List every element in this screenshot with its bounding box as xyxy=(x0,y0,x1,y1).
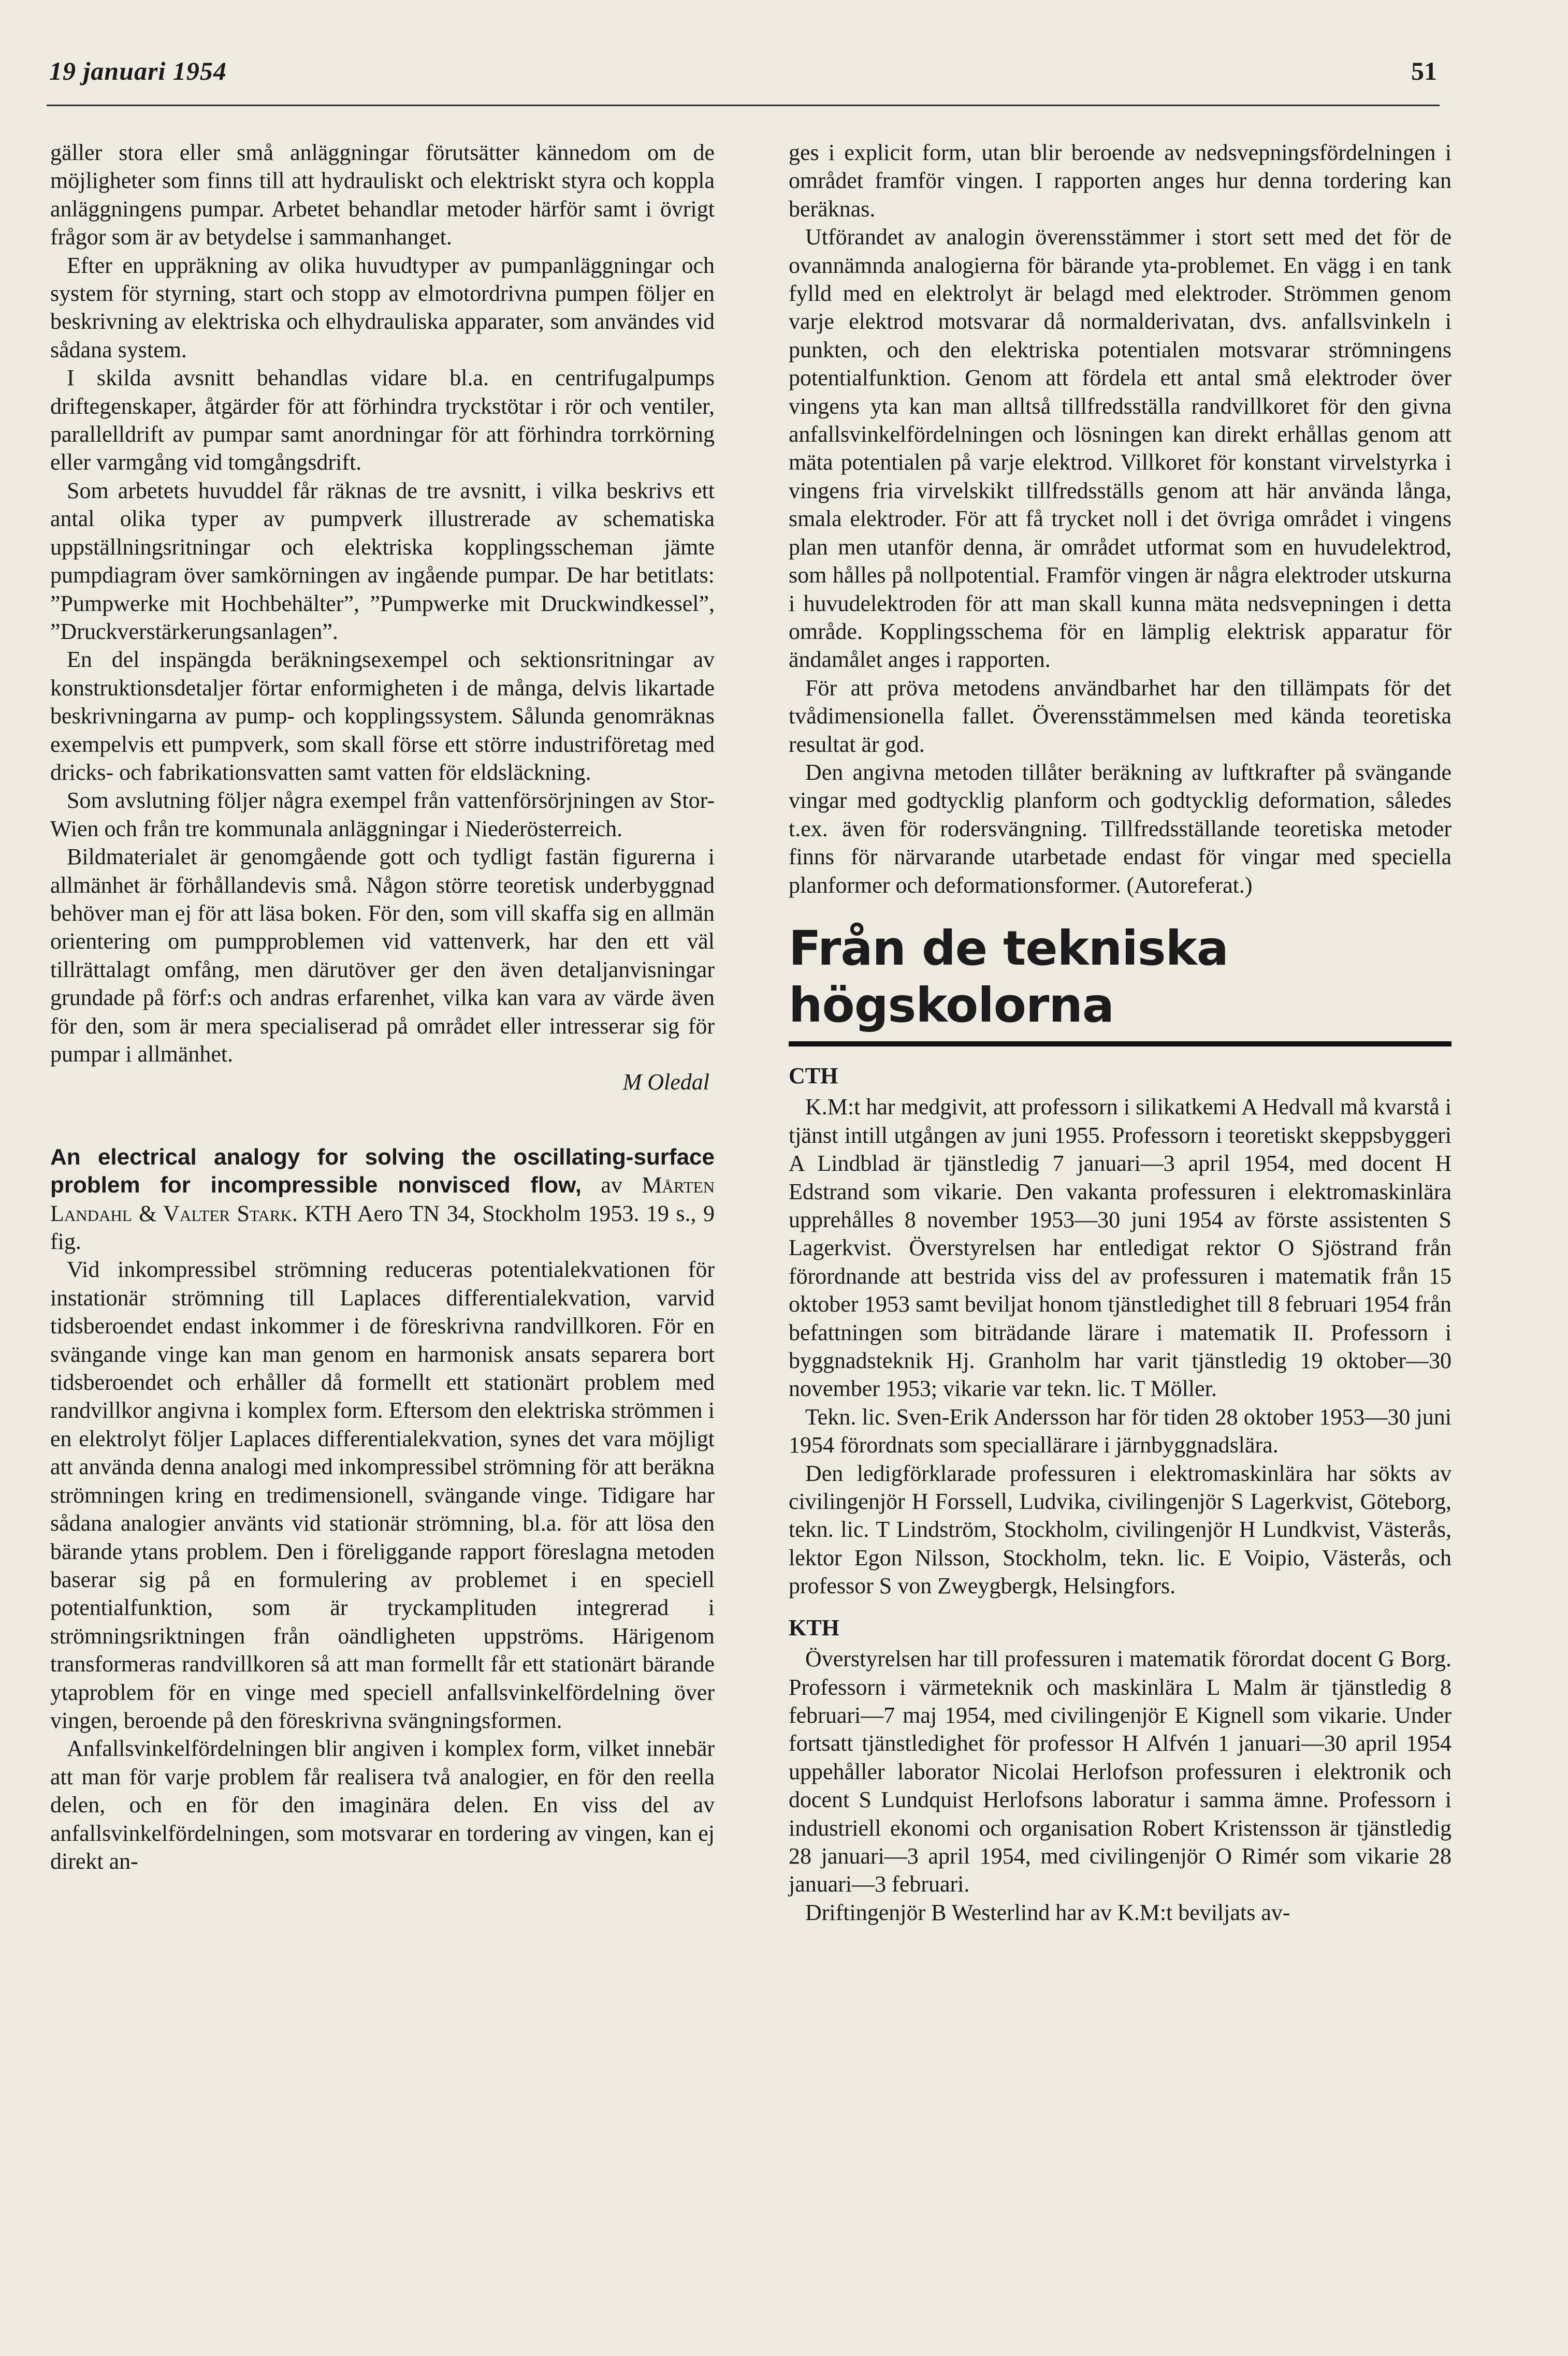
paragraph: Den ledigförklarade professuren i elektromaskinlära har sökts av civilingenjör H Forssell, Ludvika, civilingenjör S Lagerkvist, Göteborg, tekn. lic. T Lindström, Stockholm, civilingenjör H Lundkvist, Västerås, lektor Egon Nilsson, Stockholm, tekn. lic. E Voipio, Västerås, och professor S von Zweygbergk, Helsingfors. xyxy=(789,1460,1451,1599)
cth-heading: CTH xyxy=(789,1063,838,1088)
paragraph: Vid inkompressibel strömning reduceras potentialekvationen för instationär strömning till Laplaces differentialekvation, varvid tidsberoendet endast inkommer i de föreskrivna randvillkoren. För en svängande vinge kan man genom en harmonisk ansats separera bort tidsberoendet och erhåller då formellt ett stationärt problem med randvillkor angivna i komplex form. Eftersom den elektriska strömmen i en elektrolyt följer Laplaces differentialekvation, synes det vara möjligt att använda denna analogi med inkompressibel strömning för att beräkna strömningen kring en tredimensionell, svängande vinge. Tidigare har sådana analogier använts vid stationär strömning, bl.a. för att lösa den bärande ytans problem. Den i föreliggande rapport föreslagna metoden baserar sig på en formulering av problemet i en speciell potentialfunktion, som är tryckamplituden integrerad i strömningsriktningen från oändligheten uppströms. Härigenom transformeras randvillkoren så att man formellt får ett stationärt bärande ytaproblem för en vinge med speciell anfallsvinkelfördelning över vingen, beroende på den föreskrivna svängningsformen. xyxy=(50,1257,715,1733)
review-source: KTH Aero TN 34, Stockholm 1953. 19 s., 9 fig. xyxy=(50,1200,715,1255)
paragraph: Driftingenjör B Westerlind har av K.M:t beviljats av- xyxy=(805,1899,1290,1925)
header-rule xyxy=(47,105,1440,106)
paragraph: Utförandet av analogin överensstämmer i stort sett med det för de ovannämnda analogierna för bärande yta-problemet. En vägg i en tank fylld med en elektrolyt är belagd med elektroder. Strömmen genom varje elektrod motsvarar då normalderivatan, dvs. anfallsvinkeln i punkten, och den elektriska potentialen motsvarar strömningens potentialfunktion. Genom att fördela ett antal små elektroder över vingens yta kan man alltså tillfredsställa randvillkoret för den givna anfallsvinkelfördelningen och lösningen kan direkt erhållas genom att mäta potentialen på varje elektrod. Villkoret för konstant virvelstyrka i vingens fria virvelskikt tillfredsställs genom att här använda långa, smala elektroder. För att få trycket noll i det övriga området i vingens plan men utanför denna, är området utformat som en huvudelektrod, som hålles på nollpotential. Framför vingen är några elektroder utskurna i huvudelektroden för att man skall kunna mäta nedsvepningen i detta område. Kopplingsschema för en lämplig elektrisk apparatur för ändamålet anges i rapporten. xyxy=(789,224,1451,673)
review-citation xyxy=(50,1143,715,1256)
paragraph: Efter en uppräkning av olika huvudtyper av pumpanläggningar och system för styrning, start och stopp av elmotordrivna pumpen följer en beskrivning av elektriska och elhydrauliska apparater, som användes vid sådana system. xyxy=(50,252,715,362)
page-number: 51 xyxy=(1411,56,1437,85)
paragraph: En del inspängda beräkningsexempel och sektionsritningar av konstruktionsdetaljer förtar enformigheten i de många, delvis likartade beskrivningarna av pump- och kopplingssystem. Sålunda genomräknas exempelvis ett pumpverk, som skall förse ett större industriföretag med dricks- och fabrikationsvatten samt vatten för eldsläckning. xyxy=(50,647,715,785)
paragraph: Bildmaterialet är genomgående gott och tydligt fastän figurerna i allmänhet är förhållandevis små. Någon större teoretisk underbyggnad behöver man ej för att läsa boken. För den, som vill skaffa sig en allmän orientering om pumpproblemen vid vattenverk, har den ett väl tillrättalagt omfång, men därutöver ger den även detaljanvisningar grundade på förf:s och andras erfarenhet, vilka kan vara av värde även för den, som är mera specialiserad på området eller intresserar sig för pumpar i allmänhet. xyxy=(50,844,715,1067)
review-authors: Mårten Landahl & Valter Stark. xyxy=(50,1172,715,1226)
paragraph: Anfallsvinkelfördelningen blir angiven i komplex form, vilket innebär att man för varje problem får realisera två analogier, en för den reella delen, och en för den imaginära delen. En viss del av anfallsvinkelfördelningen, som motsvarar en tordering av vingen, kan ej direkt an- xyxy=(50,1736,715,1874)
paragraph: Tekn. lic. Sven-Erik Andersson har för tiden 28 oktober 1953—30 juni 1954 förordnats som speciallärare i järnbyggnadslära. xyxy=(789,1404,1451,1458)
paragraph: K.M:t har medgivit, att professorn i silikatkemi A Hedvall må kvarstå i tjänst intill utgången av juni 1955. Professorn i teoretiskt skeppsbyggeri A Lindblad är tjänstledig 7 januari—3 april 1954, med docent H Edstrand som vikarie. Den vakanta professuren i elektromaskinlära upprehålles 8 november 1953—30 juni 1954 av förste assistenten S Lagerkvist. Överstyrelsen har entledigat rektor O Sjöstrand från förordnande att bestrida viss del av professuren i matematik från 15 oktober 1953 samt beviljat honom tjänstledighet till 8 februari 1954 från befattningen som biträdande lärare i matematik II. Professorn i byggnadsteknik Hj. Granholm har varit tjänstledig 19 oktober—30 november 1953; vikarie var tekn. lic. T Möller. xyxy=(789,1094,1451,1402)
paragraph: I skilda avsnitt behandlas vidare bl.a. en centrifugalpumps driftegenskaper, åtgärder för att förhindra tryckstötar i rör och ventiler, parallelldrift av pumpar samt anordningar för att förhindra torrkörning eller varmgång vid tomgångsdrift. xyxy=(50,365,715,475)
paragraph: Som arbetets huvuddel får räknas de tre avsnitt, i vilka beskrivs ett antal olika typer av pumpverk illustrerade av schematiska uppställningsritningar och elektriska kopplingsscheman jämte pumpdiagram över samkörningen av ingående pumpar. De har betitlats: ”Pumpwerke mit Hochbehälter”, ”Pumpwerke mit Druckwindkessel”, ”Druckverstärkerungsanlagen”. xyxy=(50,477,715,644)
review-by: av xyxy=(601,1172,622,1198)
left-column xyxy=(50,139,715,1875)
review-signature: M Oledal xyxy=(622,1069,709,1095)
issue-date: 19 januari 1954 xyxy=(49,56,227,85)
review-title: An electrical analogy for solving the oscillating-surface problem for incompressible nonvisced flow, xyxy=(50,1144,715,1198)
paragraph: Den angivna metoden tillåter beräkning av luftkrafter på svängande vingar med godtycklig planform och godtycklig deformation, således t.ex. även för rodersvängning. Tillfredsställande teoretiska metoder finns för närvarande utarbetade endast för vingar med speciella planformer och deformationsformer. (Autoreferat.) xyxy=(789,759,1451,898)
section-rule xyxy=(789,1041,1451,1046)
paragraph: gäller stora eller små anläggningar förutsätter kännedom om de möjligheter som finns till att hydrauliskt och elektriskt styra och koppla anläggningens pumpar. Arbetet behandlar metoder härför samt i övrigt frågor som är av betydelse i sammanhanget. xyxy=(50,140,715,250)
kth-heading: KTH xyxy=(789,1615,839,1640)
paragraph: Överstyrelsen har till professuren i matematik förordat docent G Borg. Professorn i värmeteknik och maskinlära L Malm är tjänstledig 8 februari—7 maj 1954, med civilingenjör E Kignell som vikarie. Under fortsatt tjänstledighet för professor H Alfvén 1 januari—30 april 1954 uppehåller laborator Nicolai Herlofson professuren i elektronik och docent S Lundquist Herlofsons laboratur i samma ämne. Professorn i industriell ekonomi och organisation Robert Kristensson är tjänstledig 28 januari—3 april 1954, med civilingenjör O Rimér som vikarie 28 januari—3 februari. xyxy=(789,1646,1451,1897)
paragraph: ges i explicit form, utan blir beroende av nedsvepningsfördelningen i området framför vingen. I rapporten anges hur denna tordering kan beräknas. xyxy=(789,140,1451,222)
section-title: Från de tekniska högskolorna xyxy=(789,920,1228,1033)
paragraph: Som avslutning följer några exempel från vattenförsörjningen av Stor-Wien och från tre kommunala anläggningar i Niederösterreich. xyxy=(50,788,715,841)
paragraph: För att pröva metodens användbarhet har den tillämpats för det tvådimensionella fallet. Överensstämmelsen med kända teoretiska resultat är god. xyxy=(789,675,1451,757)
right-column xyxy=(789,139,1451,1927)
